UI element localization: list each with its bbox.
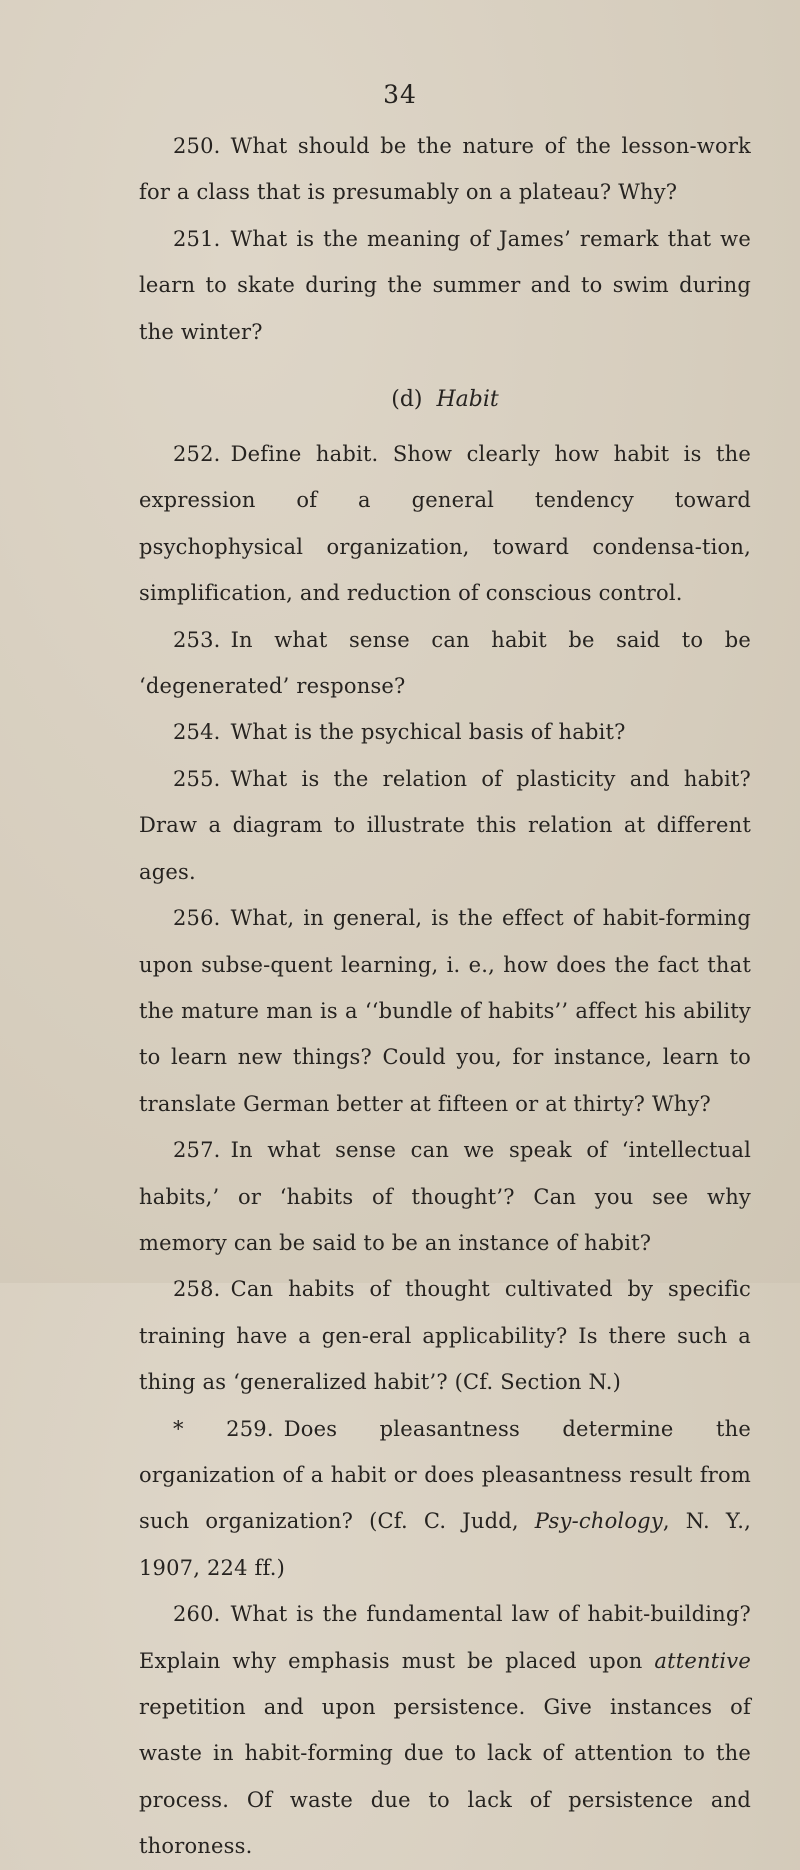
question-number: 255. (173, 766, 221, 791)
question-253 (139, 617, 751, 710)
question-text: Does pleasantness determine the organization of a habit or does pleasantness result from such organization? (Cf. C. Judd, (139, 1416, 751, 1534)
question-text: In what sense can habit be said to be ‘degenerated’ response? (139, 627, 751, 699)
question-text: What is the meaning of James’ remark that we learn to skate during the summer and to swim during the winter? (139, 226, 751, 344)
question-text: What is the psychical basis of habit? (230, 720, 626, 745)
question-number: * 259. (173, 1416, 274, 1441)
question-text: What is the relation of plasticity and habit? Draw a diagram to illustrate this relation at different ages. (139, 766, 751, 884)
question-number: 258. (173, 1277, 221, 1302)
question-text: In what sense can we speak of ‘intellectual habits,’ or ‘habits of thought’? Can you see why memory can be said to be an instance of habit? (139, 1138, 751, 1255)
question-text: What, in general, is the effect of habit-forming upon subse-quent learning, i. e., how does the fact that the mature man is a ‘‘bundle of habits’’ affect his ability to learn new things? Could you, for instance, learn to translate German better at fifteen or at thirty? Why? (139, 906, 751, 1116)
emphasized-word: attentive (654, 1648, 751, 1673)
page-content (139, 123, 751, 1870)
section-marker: (d) (391, 387, 423, 413)
question-250 (139, 123, 751, 216)
question-text: Can habits of thought cultivated by specific training have a gen-eral applicability? Is there such a thing as ‘generalized habit’? (Cf. Section N.) (139, 1277, 751, 1395)
page-number: 34 (383, 80, 417, 109)
citation-details: , N. Y., 1907, 224 ff.) (139, 1509, 752, 1580)
question-number: 253. (173, 627, 221, 652)
question-256 (139, 895, 751, 1127)
question-251 (139, 216, 751, 355)
question-259 (139, 1406, 751, 1592)
question-text-continued: repetition and upon persistence. Give instances of waste in habit-forming due to lack of attention to the process. Of waste due to lack of persistence and thoroness. (139, 1695, 751, 1859)
question-260 (139, 1591, 751, 1869)
question-text: What should be the nature of the lesson-work for a class that is presumably on a plateau? Why? (139, 134, 751, 205)
citation-title: Psy-chology (534, 1509, 663, 1534)
section-heading (139, 377, 751, 423)
question-text: What is the fundamental law of habit-building? Explain why emphasis must be placed upon (139, 1602, 751, 1673)
question-number: 250. (173, 134, 221, 158)
question-number: 260. (173, 1602, 221, 1627)
question-number: 257. (173, 1138, 221, 1163)
question-number: 254. (173, 720, 221, 745)
question-258 (139, 1266, 751, 1405)
question-257 (139, 1127, 751, 1266)
question-252 (139, 431, 751, 617)
section-title: Habit (436, 387, 499, 413)
question-254 (139, 709, 751, 755)
question-number: 251. (173, 226, 221, 251)
question-255 (139, 756, 751, 895)
question-number: 252. (173, 442, 221, 467)
question-text: Define habit. Show clearly how habit is the expression of a general tendency toward psychophysical organization, toward condensa-tion, simplification, and reduction of conscious control. (139, 442, 751, 606)
question-number: 256. (173, 906, 221, 931)
